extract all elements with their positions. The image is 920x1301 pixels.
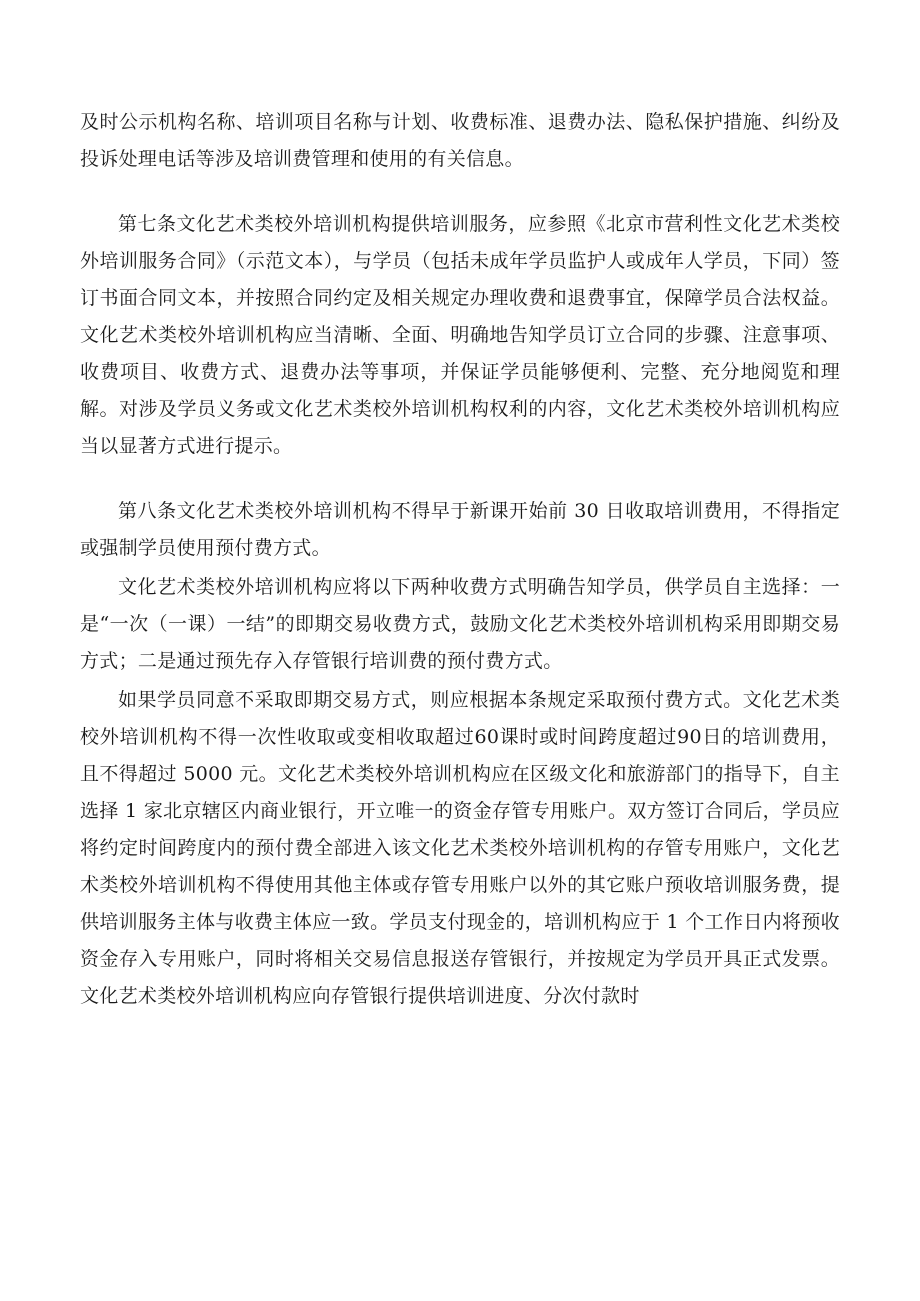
paragraph-continuation: 及时公示机构名称、培训项目名称与计划、收费标准、退费办法、隐私保护措施、纠纷及投诉处理电话等涉及培训费管理和使用的有关信息。 xyxy=(80,111,840,170)
paragraph-prepayment-rules: 如果学员同意不采取即期交易方式，则应根据本条规定采取预付费方式。文化艺术类校外培训机构不得一次性收取或变相收取超过60课时或时间跨度超过90日的培训费用，且不得超过 5000 元。文化艺术类校外培训机构应在区级文化和旅游部门的指导下，自主选择 1 家北京辖区内商业银行，开立唯一的资金存管专用账户。双方签订合同后，学员应将约定时间跨度内的预付费全部进入该文化艺术类校外培训机构的存管专用账户，文化艺术类校外培训机构不得使用其他主体或存管专用账户以外的其它账户预收培训服务费，提供培训服务主体与收费主体应一致。学员支付现金的，培训机构应于 1 个工作日内将预收资金存入专用账户，同时将相关交易信息报送存管银行，并按规定为学员开具正式发票。文化艺术类校外培训机构应向存管银行提供培训进度、分次付款时 xyxy=(80,689,840,1007)
paragraph-payment-methods: 文化艺术类校外培训机构应将以下两种收费方式明确告知学员，供学员自主选择：一是“一次（一课）一结”的即期交易收费方式，鼓励文化艺术类校外培训机构采用即期交易方式；二是通过预先存入存管银行培训费的预付费方式。 xyxy=(80,576,840,672)
paragraph-article-7: 第七条文化艺术类校外培训机构提供培训服务，应参照《北京市营利性文化艺术类校外培训服务合同》（示范文本），与学员（包括未成年学员监护人或成年人学员，下同）签订书面合同文本，并按照合同约定及相关规定办理收费和退费事宜，保障学员合法权益。文化艺术类校外培训机构应当清晰、全面、明确地告知学员订立合同的步骤、注意事项、收费项目、收费方式、退费办法等事项，并保证学员能够便利、完整、充分地阅览和理解。对涉及学员义务或文化艺术类校外培训机构权利的内容，文化艺术类校外培训机构应当以显著方式进行提示。 xyxy=(80,213,840,457)
document-page xyxy=(80,104,840,1015)
paragraph-article-8: 第八条文化艺术类校外培训机构不得早于新课开始前 30 日收取培训费用，不得指定或强制学员使用预付费方式。 xyxy=(80,500,840,559)
